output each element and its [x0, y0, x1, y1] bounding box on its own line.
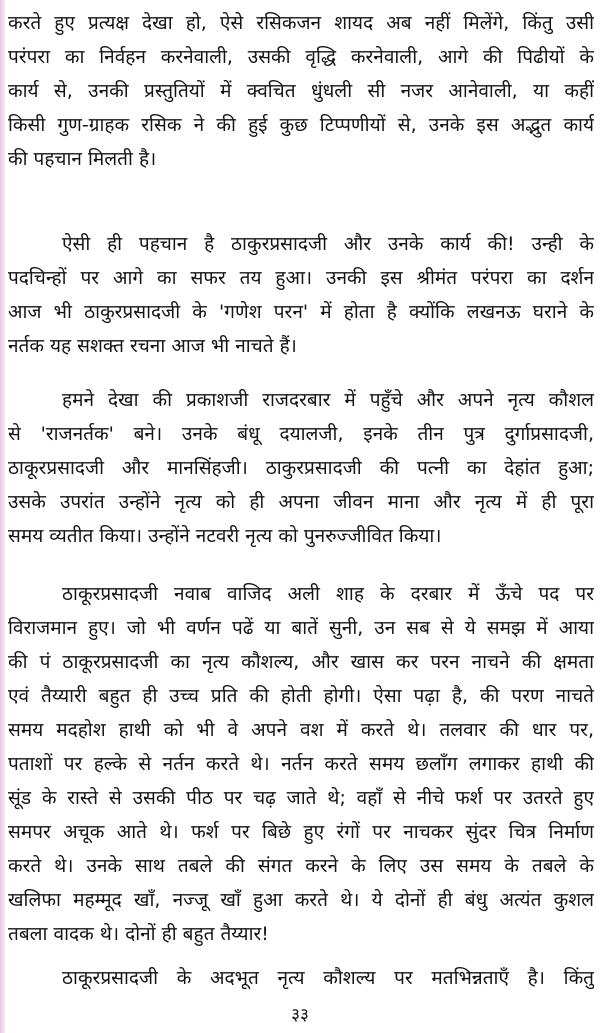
text-line: ऐसी ही पहचान है ठाकुरप्रसादजी और उनके कार्य की! उन्ही के [62, 233, 594, 255]
text-line: करते थे। उनके साथ तबले की संगत करने के लिए उस समय के तबले के [8, 855, 594, 877]
text-line: सूंड के रास्ते से उसकी पीठ पर चढ़ जाते थे; वहाँ से नीचे फर्श पर उतरते हुए [8, 787, 594, 809]
paragraph-1 [8, 6, 594, 176]
text-line: समय मदहोश हाथी को भी वे अपने वश में करते थे। तलवार की धार पर, [8, 719, 594, 741]
text-line: की पहचान मिलती है। [8, 148, 157, 170]
text-line: पदचिन्हों पर आगे का सफर तय हुआ। उनकी इस श्रीमंत परंपरा का दर्शन [8, 267, 594, 289]
paragraph-3 [8, 383, 594, 553]
text-line: की पं ठाकूरप्रसादजी का नृत्य कौशल्य, और खास कर परन नाचने की क्षमता [8, 651, 594, 673]
text-line: ठाकूरप्रसादजी और मानसिंहजी। ठाकुरप्रसादजी की पत्नी का देहांत हुआ; [8, 457, 594, 479]
page-number: ३३ [291, 1005, 309, 1025]
text-line: समय व्यतीत किया। उन्होंने नटवरी नृत्य को पुनरुज्जीवित किया। [8, 525, 442, 547]
text-line: कार्य से, उनकी प्रस्तुतियों में क्वचित धुंधली सी नजर आनेवाली, या कहीं [8, 80, 594, 102]
text-line: ठाकूरप्रसादजी नवाब वाजिद अली शाह के दरबार में ऊँचे पद पर [62, 583, 594, 605]
paragraph-5 [8, 961, 594, 995]
text-line: नर्तक यह सशक्त रचना आज भी नाचते हैं। [8, 335, 297, 357]
text-line: उसके उपरांत उन्होंने नृत्य को ही अपना जीवन माना और नृत्य में ही पूरा [8, 491, 594, 513]
text-line: विराजमान हुए। जो भी वर्णन पढें या बातें सुनी, उन सब से ये समझ में आया [8, 617, 594, 639]
text-line: से 'राजनर्तक' बने। उनके बंधू दयालजी, इनके तीन पुत्र दुर्गाप्रसादजी, [8, 423, 594, 445]
text-line: एवं तैय्यारी बहुत ही उच्च प्रति की होती होगी। ऐसा पढ़ा है, की परण नाचते [8, 685, 594, 707]
text-line: परंपरा का निर्वहन करनेवाली, उसकी वृद्धि करनेवाली, आगे की पिढीयों के [8, 46, 594, 68]
paragraph-4 [8, 577, 594, 951]
book-page [8, 0, 594, 1033]
text-line: ठाकूरप्रसादजी के अदभूत नृत्य कौशल्य पर मतभिन्नताएँ है। किंतु [62, 967, 594, 989]
text-line: खलिफा महम्मूद खाँ, नज्जू खाँ हुआ करते थे। ये दोनों ही बंधु अत्यंत कुशल [8, 889, 594, 911]
page-edge [0, 0, 5, 1033]
text-line: आज भी ठाकुरप्रसादजी के 'गणेश परन' में होता है क्योंकि लखनऊ घराने के [8, 301, 594, 323]
text-line: पताशों पर हल्के से नर्तन करते थे। नर्तन करते समय छलाँग लगाकर हाथी की [8, 753, 594, 775]
text-line: समपर अचूक आते थे। फर्श पर बिछे हुए रंगों पर नाचकर सुंदर चित्र निर्माण [8, 821, 594, 843]
text-line: किसी गुण-ग्राहक रसिक ने की हुई कुछ टिप्पणीयों से, उनके इस अद्भुत कार्य [8, 114, 594, 136]
text-line: तबला वादक थे। दोनों ही बहुत तैय्यार! [8, 923, 269, 945]
text-line: करते हुए प्रत्यक्ष देखा हो, ऐसे रसिकजन शायद अब नहीं मिलेंगे, किंतु उसी [8, 12, 594, 34]
paragraph-2 [8, 227, 594, 363]
text-line: हमने देखा की प्रकाशजी राजदरबार में पहुँचे और अपने नृत्य कौशल [62, 389, 594, 411]
